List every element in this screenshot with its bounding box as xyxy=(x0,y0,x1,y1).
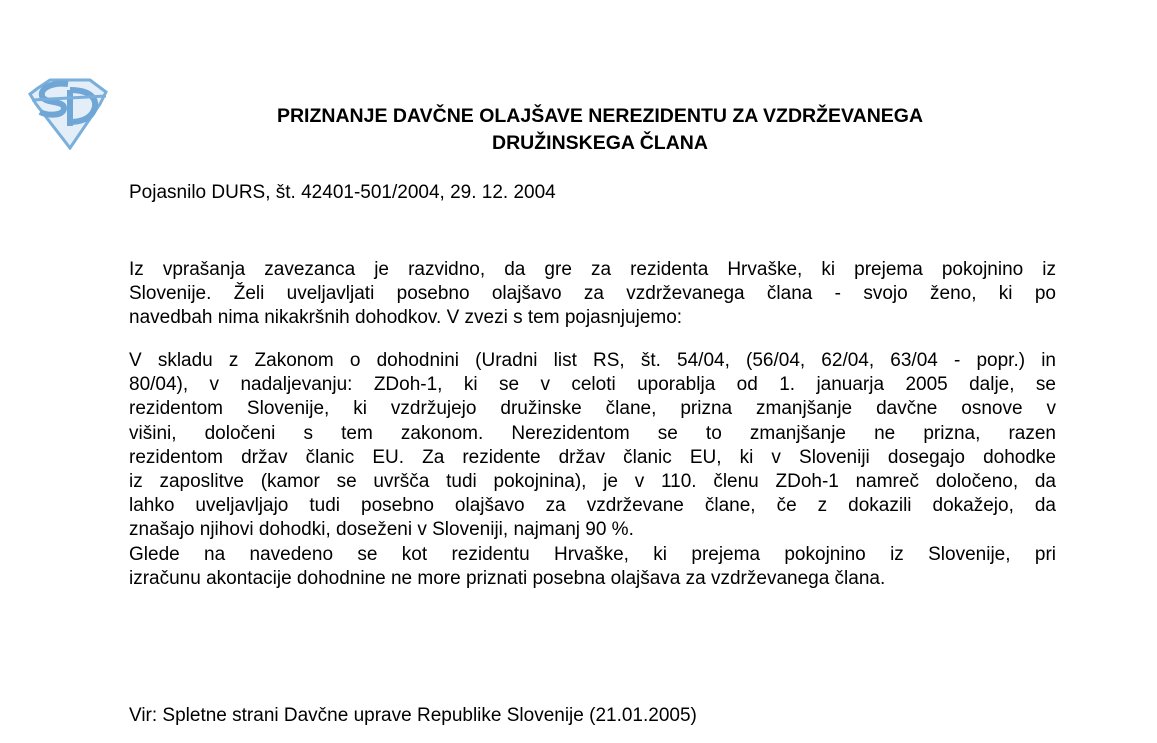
paragraph-explanation xyxy=(129,349,1056,591)
text-line: znašajo njihovi dohodki, doseženi v Sloveniji, najmanj 90 %. xyxy=(129,519,634,541)
title-line-2: DRUŽINSKEGA ČLANA xyxy=(492,132,708,154)
title-line-1: PRIZNANJE DAVČNE OLAJŠAVE NEREZIDENTU ZA VZDRŽEVANEGA xyxy=(276,105,924,127)
text-line: rezidentom Slovenije, ki vzdržujejo družinske člane, prizna zmanjšanje davčne osnove v xyxy=(129,398,1056,420)
source-line: Vir: Spletne strani Davčne uprave Republike Slovenije (21.01.2005) xyxy=(129,705,697,726)
text-line: Iz vprašanja zavezanca je razvidno, da gre za rezidenta Hrvaške, ki prejema pokojnino iz xyxy=(129,259,1056,280)
reference-line: Pojasnilo DURS, št. 42401-501/2004, 29. 12. 2004 xyxy=(129,182,556,203)
text-line: iz zaposlitve (kamor se uvršča tudi pokojnina), je v 110. členu ZDoh-1 namreč določeno, da xyxy=(129,470,1056,492)
paragraph-question xyxy=(129,258,1056,331)
text-line: Slovenije. Želi uveljavljati posebno olajšavo za vzdrževanega člana - svojo ženo, ki po xyxy=(129,283,1056,305)
text-line: rezidentom držav članic EU. Za rezidente držav članic EU, ki v Sloveniji dosegajo dohodke xyxy=(129,446,1056,468)
text-line: višini, določeni s tem zakonom. Nerezidentom se to zmanjšanje ne prizna, razen xyxy=(129,422,1056,444)
text-line: izračunu akontacije dohodnine ne more priznati posebna olajšava za vzdrževanega člana. xyxy=(129,567,886,589)
text-line: lahko uveljavljajo tudi posebno olajšavo za vzdrževane člane, če z dokazili dokažejo, da xyxy=(129,495,1056,517)
text-line: Glede na navedeno se kot rezidentu Hrvaške, ki prejema pokojnino iz Slovenije, pri xyxy=(129,543,1056,565)
logo-icon xyxy=(28,78,110,150)
text-line: V skladu z Zakonom o dohodnini (Uradni list RS, št. 54/04, (56/04, 62/04, 63/04 - popr.) in xyxy=(129,350,1056,371)
text-line: navedbah nima nikakršnih dohodkov. V zvezi s tem pojasnjujemo: xyxy=(129,307,683,329)
document-title xyxy=(160,103,1040,157)
text-line: 80/04), v nadaljevanju: ZDoh-1, ki se v celoti uporablja od 1. januarja 2005 dalje, se xyxy=(129,374,1056,396)
